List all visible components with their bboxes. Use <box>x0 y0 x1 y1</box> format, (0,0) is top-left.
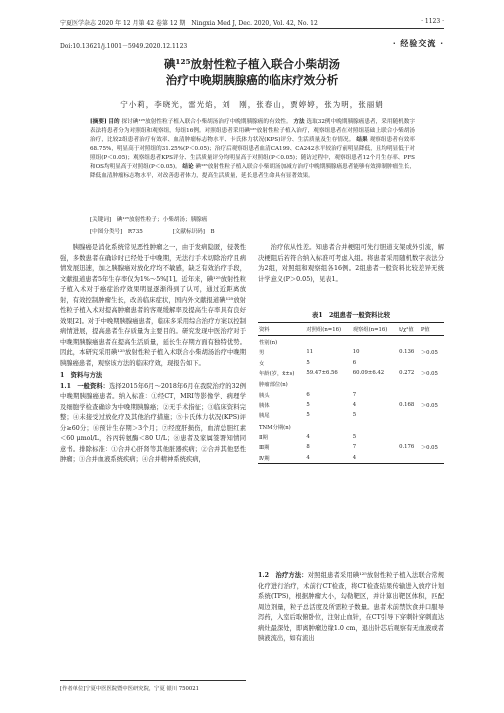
authors: 宁小莉，李晓光，雷光焰，刘 刚，张春山，贾婷婷，张为明，张丽娟 <box>120 100 384 109</box>
table-cell: 5 <box>306 402 310 409</box>
table-cell: 男 <box>259 350 265 357</box>
table-header-cell: 对照组(n=16) <box>305 323 351 336</box>
baseline-table <box>258 322 444 464</box>
running-header <box>60 16 444 29</box>
table-cell <box>420 390 444 400</box>
table-cell <box>305 421 351 432</box>
clc-code: [中图分类号] R735 <box>90 229 143 235</box>
table-row <box>258 442 444 452</box>
table-cell <box>398 432 420 442</box>
table-header-row <box>258 323 444 336</box>
doi: Doi:10.13621/j.1001－5949.2020.12.1123 <box>60 43 188 50</box>
journal-citation: 宁夏医学杂志 2020 年 12 月第 42 卷第 12 期 Ningxia Med J, Dec. 2020, Vol. 42, No. 12 <box>60 20 318 27</box>
author-affiliation: [作者单位]宁夏中医医院暨中医研究院，宁夏 银川 750021 <box>60 680 246 692</box>
table-row <box>258 453 444 464</box>
left-column <box>60 243 246 466</box>
table-cell <box>398 358 420 368</box>
table-cell: TNM分期(n) <box>259 424 291 431</box>
table-cell: 6 <box>352 359 357 366</box>
conclusion-text: 碘¹²⁵放射性粒子植入联合小柴胡汤加减方治疗中晚期胰腺癌患者能够有效抑制肿瘤生长，降低血清肿瘤标志物水平，对改善患者体力，提高生活质量，延长患者生命具有显著效果。 <box>90 164 415 179</box>
table-row <box>258 390 444 400</box>
table-cell: 5 <box>352 434 357 440</box>
table-cell: 7 <box>352 391 357 398</box>
table-cell: 4 <box>305 453 351 464</box>
table-cell: ＞0.05 <box>420 445 438 452</box>
table-cell <box>398 390 420 400</box>
intro-paragraph: 胰腺癌是消化系统常见恶性肿瘤之一，由于发病隐匿，侵袭性强，多数患者在确诊时已经处于中晚期，无法行手术切除治疗且病情发展迅速，加之胰腺癌对放化疗均不敏感，缺乏有效治疗手段，文献报道患者5年生存率仅为1%～5%[1]。近年来，碘¹²⁵放射性粒子植入术对于癌症治疗效果明显逐渐得到了认可，通过近距离放射，有效控制肿瘤生长，改善临床症状，国内外文献报道碘¹²⁵放射性粒子植入术对提高肿瘤患者的客观缓解率及提高生存率具有良好效果[2]。对于中晚期胰腺癌患者，临床多采用综合治疗方案以控制病情进展，提高患者生存质量为主要目的。研究发现中医治疗对于中晚期胰腺癌患者在提高生活质量，延长生存期方面有独特优势。因此，本研究采用碘¹²⁵放射性粒子植入术联合小柴胡汤治疗中晚期胰腺癌患者，观察该方法的临床疗效，现报告如下。 <box>60 244 246 367</box>
table-row <box>258 336 444 348</box>
column-label: · 经验交流 · <box>392 38 444 48</box>
table-row <box>258 400 444 410</box>
table-cell <box>305 336 351 348</box>
subsection-label: 1.1 一般资料： <box>60 382 110 390</box>
subsection-label: 1.2 治疗方法： <box>258 572 308 579</box>
right-column <box>258 243 444 285</box>
table-cell: 胰尾 <box>259 413 270 420</box>
table-cell: 6 <box>306 391 310 398</box>
table-cell: 4 <box>352 453 398 464</box>
abstract-label: [摘要] <box>90 119 107 125</box>
table-cell: 11 <box>306 349 314 356</box>
table-cell <box>420 421 444 432</box>
table-cell: 4 <box>306 434 310 440</box>
table-row <box>258 347 444 357</box>
table-cell: 5 <box>306 412 310 419</box>
table-cell: 年龄(岁，x̄±s) <box>259 371 295 378</box>
method-text: 选取32例中晚期胰腺癌患者，采用随机数字表法将患者分为对照组和观察组，每组16例。对照组患者采用碘¹²⁵放射性粒子植入治疗，观察组患者在对照组基础上联合小柴胡汤治疗，比较2组患者治疗有效率、血清肿瘤标志物水平、卡氏体力状况(KPS)评分、生活质量及生存情况。 <box>90 119 415 143</box>
table-header-cell: 资料 <box>258 323 305 336</box>
abstract <box>90 118 415 181</box>
table-row <box>258 368 444 378</box>
table-cell: 胰体 <box>259 403 270 410</box>
table-cell: ＞0.05 <box>420 403 438 410</box>
table-row <box>258 410 444 420</box>
table-row <box>258 421 444 432</box>
table-cell <box>420 358 444 368</box>
right-paragraph: 治疗依从性差。知患者合并梗阻可先行胆道支架或外引流，解决梗阻后若符合纳入标准可考虑入组。将患者采用随机数字表法分为2组，对照组和观察组各16例。2组患者一般资料比较差异无统计学意义(P＞0.05)，见表1。 <box>258 244 444 283</box>
doc-code: [文献标识码] B <box>172 229 215 235</box>
table-cell <box>420 432 444 442</box>
table-cell <box>352 336 398 348</box>
table-cell <box>398 410 420 420</box>
table-cell: Ⅳ期 <box>258 453 305 464</box>
table-cell: 5 <box>352 412 357 419</box>
table-cell <box>398 453 420 464</box>
table-cell: 肿瘤部位(n) <box>259 382 288 389</box>
title-line-1: 碘¹²⁵放射性粒子植入联合小柴胡汤 <box>163 57 341 71</box>
table-cell <box>420 410 444 420</box>
table-cell <box>352 378 398 389</box>
table-cell <box>398 421 420 432</box>
table-cell: ＞0.05 <box>420 371 438 378</box>
table-cell <box>398 336 420 348</box>
table-header-cell: 观察组(n=16) <box>352 323 398 336</box>
keywords: [关键词] 碘¹²⁵放射性粒子；小柴胡汤；胰腺癌 <box>90 217 208 223</box>
table-cell <box>305 378 351 389</box>
section-heading: 1 资料与方法 <box>60 372 103 379</box>
table-cell: 胰头 <box>259 392 270 399</box>
table-cell: 性别(n) <box>259 340 278 346</box>
purpose-text: 探讨碘¹²⁵放射性粒子植入联合小柴胡汤治疗中晚期胰腺癌的有效性。 <box>121 119 292 125</box>
method-label: 方法 <box>293 119 305 125</box>
table-cell: 59.47±6.56 <box>306 370 338 377</box>
table-cell: Ⅲ期 <box>259 445 270 452</box>
classification <box>90 227 415 235</box>
table-cell: 60.09±6.42 <box>352 370 385 377</box>
table-title: 表1 2组患者一般资料比较 <box>311 312 391 319</box>
result-text: 观察组患者有效率68.75%，明显高于对照组的31.25%(P＜0.05)；治疗后观察组患者血清CA199、CA242水平较治疗前明显降低，且均明显低于对照组(P＜0.05)；观察组患者KPS评分、生活质量评分均明显高于对照组(P＜0.05)；随访过程中，观察组患者12个月生存率、PFS和OS均明显高于对照组(P＜0.05)。 <box>90 137 415 170</box>
table-row <box>258 378 444 389</box>
table-cell <box>420 453 444 464</box>
table-cell: 0.136 <box>399 349 415 356</box>
treatment-text: 对照组患者采用碘¹²⁵放射性粒子植入法联合常规化疗进行治疗，术前行CT检查，将CT检查结果传输进入放疗计划系统(TPS)，根据肿瘤大小，勾勒靶区，并计算出靶区体积，匹配周边剂量，粒子总活度及所需粒子数量。患者术前禁饮食并口服导泻药，入室后取俯卧位，注射止血针，在CT引导下穿刺针穿刺直达病灶最深处，即离肿瘤边缘1.0 cm，退出针芯后观察有无血液或者胰液流出，如有流出 <box>258 572 444 642</box>
table-cell: 5 <box>306 359 310 366</box>
conclusion-label: 结论 <box>182 164 194 170</box>
table-header-cell: P值 <box>420 323 444 336</box>
table-cell: 7 <box>352 444 357 451</box>
table-cell: 0.168 <box>399 402 415 409</box>
result-label: 结果 <box>356 137 368 143</box>
table-cell: 8 <box>306 444 310 451</box>
right-column-bottom <box>258 571 444 645</box>
purpose-label: 目的 <box>108 119 120 125</box>
table-cell: Ⅱ期 <box>259 435 268 441</box>
title-line-2: 治疗中晚期胰腺癌的临床疗效分析 <box>165 73 339 87</box>
table-row <box>258 358 444 368</box>
table-row <box>258 432 444 442</box>
table-cell: 10 <box>352 349 360 356</box>
table-cell: 4 <box>352 402 357 409</box>
table-header-cell: t/χ²值 <box>398 323 420 336</box>
table-cell <box>398 378 420 389</box>
table-cell <box>352 421 398 432</box>
table-cell: 女 <box>259 360 265 367</box>
table-cell <box>420 378 444 389</box>
subsection-general <box>60 382 246 466</box>
table-cell: 0.272 <box>399 370 415 377</box>
table-cell: 0.176 <box>399 444 415 451</box>
page-number: · 1123 · <box>421 18 444 25</box>
subsection-text: 选择2015年6月～2018年6月在我院治疗的32例中晚期胰腺癌患者。纳入标准：①经CT，MRI等影像学、病理学及细胞学检查确诊为中晚期胰腺癌；②无手术指征；③临床资料完整；④未接受过放化疗及其他治疗措施；⑤卡氏体力状况(KPS)评分≥60分；⑥预计生存期＞3个月；⑦经度肝损伤，血清总胆红素＜60 μmol/L，谷丙转氨酶＜80 U/L；⑧患者及家属签署知情同意书。排除标准：①合并心肝肾等其他脏器疾病；②合并其他恶性肿瘤；③合并血液系统疾病；④合并精神系统疾病， <box>60 382 246 463</box>
table-cell: ＞0.05 <box>420 350 438 357</box>
table-cell <box>420 336 444 348</box>
